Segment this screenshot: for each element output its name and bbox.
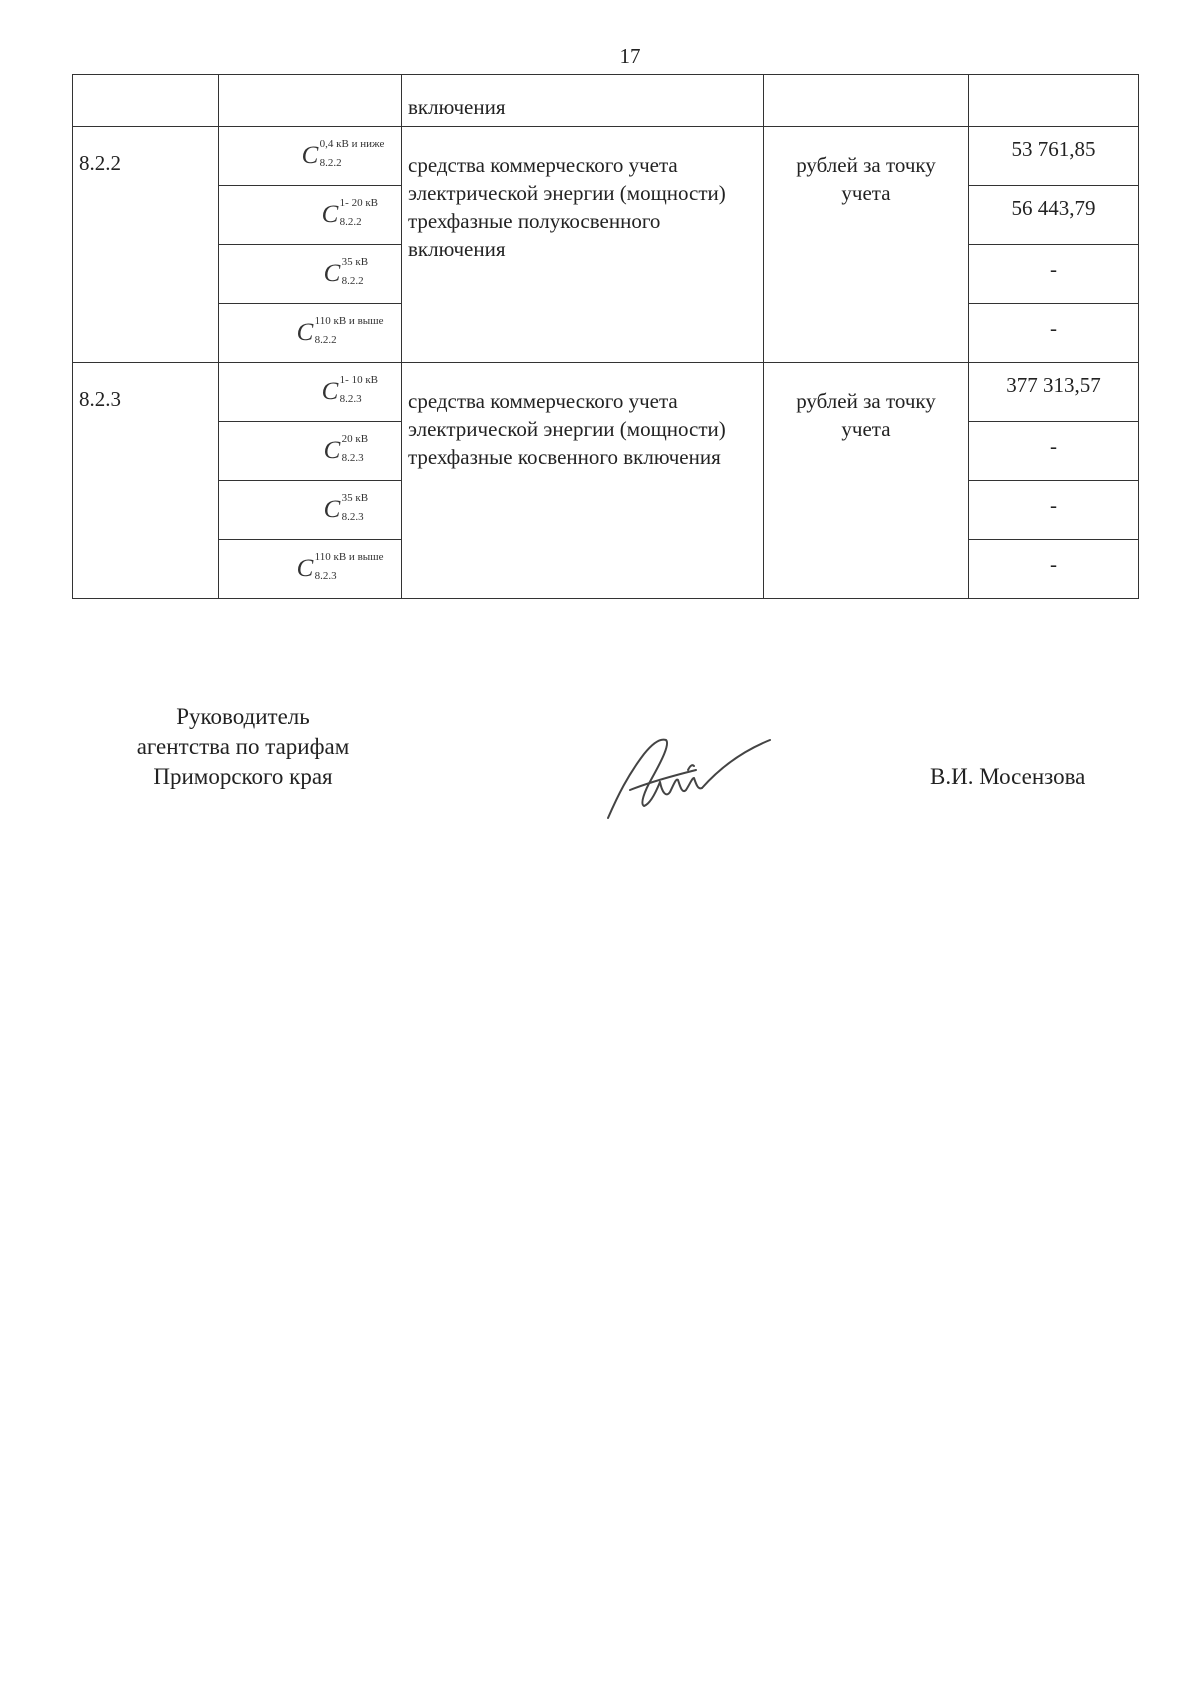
tariff-symbol: C 110 кВ и выше 8.2.3 <box>219 540 402 599</box>
tariff-value: - <box>969 540 1139 599</box>
code-cell <box>73 75 219 127</box>
tariff-value: - <box>969 422 1139 481</box>
signatory-title-line: Руководитель <box>176 704 310 729</box>
value-cell <box>969 75 1139 127</box>
handwritten-signature <box>600 720 780 830</box>
tariff-symbol: C 20 кВ 8.2.3 <box>219 422 402 481</box>
tariff-table <box>72 74 1139 599</box>
tariff-value: - <box>969 245 1139 304</box>
symbol-cell <box>219 75 402 127</box>
item-code: 8.2.2 <box>73 127 219 363</box>
tariff-symbol: C 110 кВ и выше 8.2.2 <box>219 304 402 363</box>
tariff-value: 377 313,57 <box>969 363 1139 422</box>
signatory-title <box>108 702 378 792</box>
tariff-value: - <box>969 304 1139 363</box>
item-description: средства коммерческого учета электрической энергии (мощности) трехфазные косвенного включения <box>402 363 764 599</box>
item-unit: рублей за точку учета <box>764 127 969 363</box>
tariff-value: 53 761,85 <box>969 127 1139 186</box>
tariff-symbol: C 1- 20 кВ 8.2.2 <box>219 186 402 245</box>
tariff-symbol: C 35 кВ 8.2.3 <box>219 481 402 540</box>
signatory-name: В.И. Мосензова <box>930 764 1086 789</box>
signatory-title-line: Приморского края <box>153 764 333 789</box>
page-number: 17 <box>619 44 641 68</box>
tariff-symbol: C 1- 10 кВ 8.2.3 <box>219 363 402 422</box>
unit-cell <box>764 75 969 127</box>
tariff-value: - <box>969 481 1139 540</box>
description-cell: включения <box>402 75 764 127</box>
item-code: 8.2.3 <box>73 363 219 599</box>
table-row-continuation <box>73 75 1139 127</box>
signatory-title-line: агентства по тарифам <box>136 734 350 759</box>
tariff-value: 56 443,79 <box>969 186 1139 245</box>
table-row <box>73 127 1139 186</box>
table-row <box>73 363 1139 422</box>
item-unit: рублей за точку учета <box>764 363 969 599</box>
tariff-symbol: C 35 кВ 8.2.2 <box>219 245 402 304</box>
item-description: средства коммерческого учета электрической энергии (мощности) трехфазные полукосвенного включения <box>402 127 764 363</box>
tariff-symbol: C 0,4 кВ и ниже 8.2.2 <box>219 127 402 186</box>
